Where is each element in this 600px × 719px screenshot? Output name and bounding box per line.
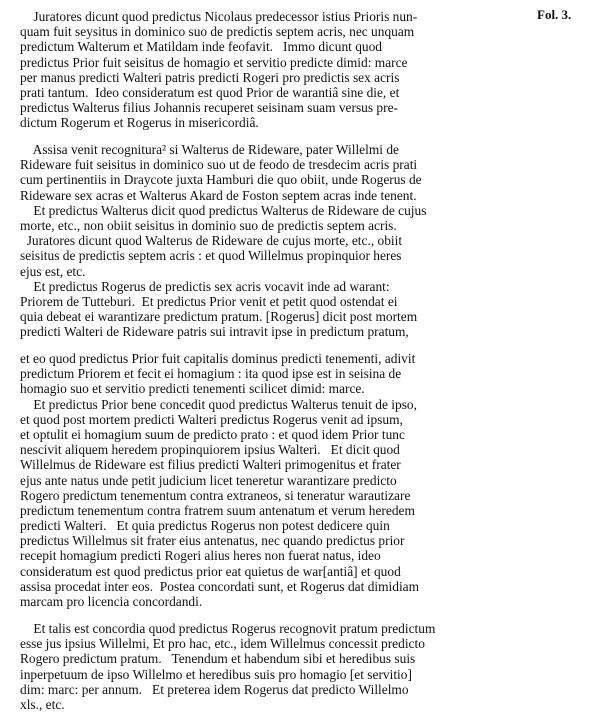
text-line: Et predictus Walterus dicit quod predictus Walterus de Rideware de cujus <box>20 202 427 218</box>
text-line: assisa procedat inter eos. Postea concordati sunt, et Rogerus dat dimidiam <box>20 578 420 594</box>
text-line: per manus predicti Walteri patris predicti Rogeri pro predictis sex acris <box>20 69 400 85</box>
text-line: dictum Rogerum et Rogerus in misericordiâ. <box>20 115 259 131</box>
paragraph-1 <box>20 9 417 131</box>
text-line: inperpetuum de ipso Willelmo et heredibus suis pro homagio [et servitio] <box>20 666 412 682</box>
text-line: predictum tenementum contra fratrem suum antenatum et verum heredem <box>20 502 415 518</box>
text-line: quia debeat ei warantizare predictum pratum. [Rogerus] dicit post mortem <box>20 309 418 325</box>
text-line: Priorem de Tutteburi. Et predictus Prior venit et petit quod ostendat ei <box>20 293 398 309</box>
text-line: Juratores dicunt quod predictus Nicolaus predecessor istius Prioris nun- <box>20 9 418 24</box>
text-line: consideratum est quod predictus prior eat quietus de war[antiâ] et quod <box>20 563 401 579</box>
text-line: predictum Walterum et Matildam inde feofavit. Immo dicunt quod <box>20 39 382 55</box>
text-line: Et predictus Prior bene concedit quod predictus Walterus tenuit de ipso, <box>20 396 417 412</box>
text-line: Willelmus de Rideware est filius predicti Walteri primogenitus et frater <box>20 457 401 473</box>
text-line: predictus Willelmus sit frater eius antenatus, nec quando predictus prior <box>20 533 405 549</box>
text-line: Rideware sex acras et Walterus Akard de Foston septem acras inde tenent. <box>20 187 417 203</box>
text-line: Juratores dicunt quod Walterus de Rideware de cujus morte, etc., obiit <box>20 233 403 249</box>
folio-number: Fol. 3. <box>537 7 572 22</box>
text-line: esse jus ipsius Willelmi, Et pro hac, etc., idem Willelmus concessit predicto <box>20 636 425 652</box>
text-line: homagio suo et servitio predicti tenementi scilicet dimid: marce. <box>20 381 365 397</box>
text-line: et optulit ei homagium suum de predicto prato : et quod idem Prior tunc <box>20 426 405 442</box>
text-line: Et talis est concordia quod predictus Rogerus recognovit pratum predictum <box>20 621 436 636</box>
text-line: Assisa venit recognitura² si Walterus de Rideware, pater Willelmi de <box>20 142 399 157</box>
text-line: Et predictus Rogerus de predictis sex acris vocavit inde ad warant: <box>20 278 390 294</box>
text-line: ejus ante natus unde petit judicium licet teneretur warantizare predicto <box>20 472 397 488</box>
text-line: prati tantum. Ideo consideratum est quod Prior de warantiâ sine die, et <box>20 84 400 100</box>
text-line: predictus Walterus filius Johannis recuperet seisinam suam versus pre- <box>20 100 398 116</box>
text-line: Rideware fuit seisitus in dominico suo ut de feodo de tresdecim acris prati <box>20 157 418 173</box>
text-line: cum pertinentiis in Draycote juxta Hamburi die quo obiit, unde Rogerus de <box>20 172 422 188</box>
paragraph-4 <box>20 621 435 712</box>
text-line: ejus est, etc. <box>20 263 86 279</box>
text-line: morte, etc., non obiit seisitus in dominio suo de predictis septem acris. <box>20 217 397 233</box>
text-line: marcam pro licencia concordandi. <box>20 594 203 609</box>
text-line: predicti Walteri. Et quia predictus Rogerus non potest dedicere quin <box>20 518 390 534</box>
text-line: Rogero predictum pratum. Tenendum et habendum sibi et heredibus suis <box>20 651 416 667</box>
text-line: predicti Walteri de Rideware patris sui intravit ipse in predictum pratum, <box>20 324 409 340</box>
text-line: et eo quod predictus Prior fuit capitalis dominus predicti tenementi, adivit <box>20 351 416 366</box>
paragraph-2 <box>20 142 426 339</box>
text-line: Rogero predictum tenementum contra extraneos, si teneratur warautizare <box>20 487 411 503</box>
text-line: nescivit aliquem heredem propinquiorem ipsius Walteri. Et dicit quod <box>20 442 400 458</box>
text-line: predictus Prior fuit seisitus de homagio et servitio predicte dimid: marce <box>20 54 408 70</box>
text-line: recepit homagium predicti Rogeri alius heres non fuerat natus, ideo <box>20 548 381 564</box>
text-line: et quod post mortem predicti Walteri predictus Rogerus venit ad ipsum, <box>20 411 403 427</box>
text-line: xls., etc. <box>20 696 65 712</box>
paragraph-3 <box>20 351 419 609</box>
text-line: dim: marc: per annum. Et preterea idem Rogerus dat predicto Willelmo <box>20 681 409 697</box>
text-line: predictum Priorem et fecit ei homagium : ita quod ipse est in seisina de <box>20 366 402 382</box>
text-line: quam fuit seysitus in dominico suo de predictis septem acris, nec unquam <box>20 24 415 40</box>
text-line: seisitus de predictis septem acris : et quod Willelmus propinquior heres <box>20 248 402 264</box>
